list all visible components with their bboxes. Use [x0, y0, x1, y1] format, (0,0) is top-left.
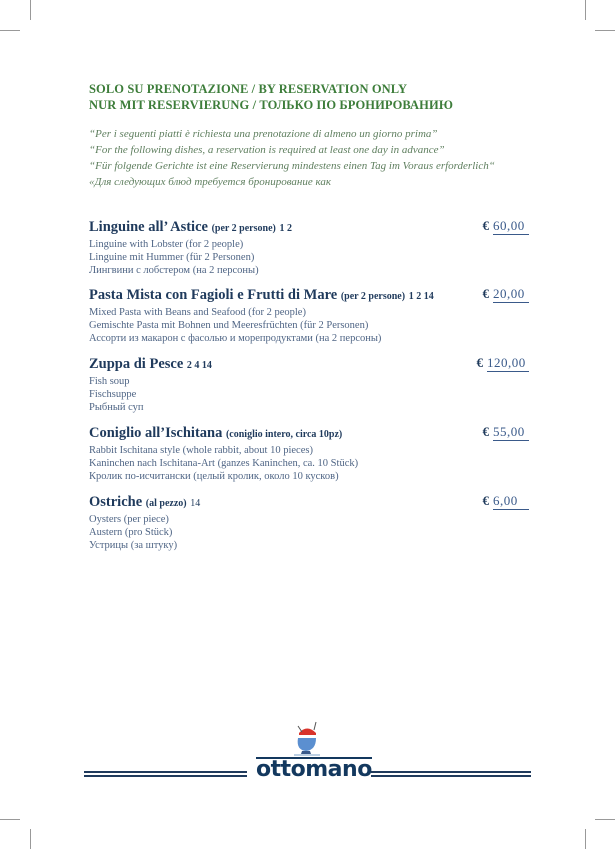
dish-desc: Oysters (per piece)	[89, 514, 169, 525]
price	[483, 424, 530, 441]
brand-name: ottomano	[256, 757, 372, 782]
crop-mark	[585, 829, 586, 849]
dish-desc: Gemischte Pasta mit Bohnen und Meeresfrüchten (für 2 Personen)	[89, 320, 369, 331]
allergens: 1 2	[279, 223, 292, 234]
note-line: “Für folgende Gerichte ist eine Reservierung mindestens einen Tag im Voraus erforderlich“	[89, 160, 495, 172]
divider-right	[371, 771, 531, 777]
allergens: 14	[190, 498, 201, 509]
allergens: 2 4 14	[186, 360, 212, 371]
dish-name: Zuppa di Pesce	[89, 356, 184, 372]
note-line: “Per i seguenti piatti è richiesta una prenotazione di almeno un giorno prima”	[89, 128, 438, 140]
heading-line: SOLO SU PRENOTAZIONE / BY RESERVATION ONLY	[89, 82, 408, 96]
dish-note: (per 2 persone)	[340, 291, 406, 302]
price-value: 6,00	[493, 493, 529, 510]
dish-desc: Linguine with Lobster (for 2 people)	[89, 239, 244, 250]
crop-mark	[595, 819, 615, 820]
currency: €	[482, 424, 489, 439]
crop-mark	[0, 30, 20, 31]
menu-item	[89, 355, 529, 414]
menu-item	[89, 424, 529, 483]
crop-mark	[30, 829, 31, 849]
price-value: 55,00	[493, 424, 529, 441]
allergens: 1 2 14	[408, 291, 434, 302]
currency: €	[476, 355, 483, 370]
dish-name: Linguine all’ Astice	[89, 219, 208, 235]
note-line: “For the following dishes, a reservation is required at least one day in advance”	[89, 144, 445, 156]
crop-mark	[585, 0, 586, 20]
divider-left	[84, 771, 247, 777]
dish-desc: Linguine mit Hummer (für 2 Personen)	[89, 252, 255, 263]
reservation-note	[89, 126, 495, 190]
price	[483, 493, 530, 510]
crop-mark	[30, 0, 31, 20]
price-value: 20,00	[493, 286, 529, 303]
dish-note: (per 2 persone)	[211, 223, 276, 234]
dish-desc: Rabbit Ischitana style (whole rabbit, about 10 pieces)	[89, 445, 313, 456]
menu-item	[89, 218, 529, 277]
dish-desc: Устрицы (за штуку)	[89, 540, 178, 551]
dish-desc: Kaninchen nach Ischitana-Art (ganzes Kaninchen, ca. 10 Stück)	[89, 458, 359, 469]
heading-line: NUR MIT RESERVIERUNG / ТОЛЬКО ПО БРОНИРОВАНИЮ	[89, 98, 454, 112]
dish-name: Ostriche	[89, 494, 143, 510]
menu-item	[89, 493, 529, 552]
dish-note: (coniglio intero, circa 10pz)	[225, 429, 343, 440]
dish-desc: Кролик по-исчитански (целый кролик, около 10 кусков)	[89, 471, 339, 482]
crop-mark	[595, 30, 615, 31]
dish-desc: Лингвини с лобстером (на 2 персоны)	[89, 265, 259, 276]
currency: €	[482, 493, 489, 508]
dish-name: Coniglio all’Ischitana	[89, 425, 223, 441]
price	[483, 286, 530, 303]
dish-desc: Mixed Pasta with Beans and Seafood (for 2 people)	[89, 307, 306, 318]
price-value: 120,00	[487, 355, 529, 372]
price-value: 60,00	[493, 218, 529, 235]
dish-desc: Austern (pro Stück)	[89, 527, 173, 538]
menu-item	[89, 286, 529, 345]
note-line: «Для следующих блюд требуется бронирование как	[89, 176, 332, 188]
reservation-heading	[89, 81, 453, 113]
dish-desc: Fischsuppe	[89, 389, 137, 400]
currency: €	[482, 218, 489, 233]
dish-desc: Рыбный суп	[89, 402, 144, 413]
price	[483, 218, 530, 235]
crop-mark	[0, 819, 20, 820]
dish-desc: Fish soup	[89, 376, 130, 387]
dish-name: Pasta Mista con Fagioli e Frutti di Mare	[89, 287, 338, 303]
currency: €	[482, 286, 489, 301]
mascot-icon	[290, 716, 326, 758]
dish-note: (al pezzo)	[145, 498, 187, 509]
price	[477, 355, 530, 372]
dish-desc: Ассорти из макарон с фасолью и морепродуктами (на 2 персоны)	[89, 333, 382, 344]
